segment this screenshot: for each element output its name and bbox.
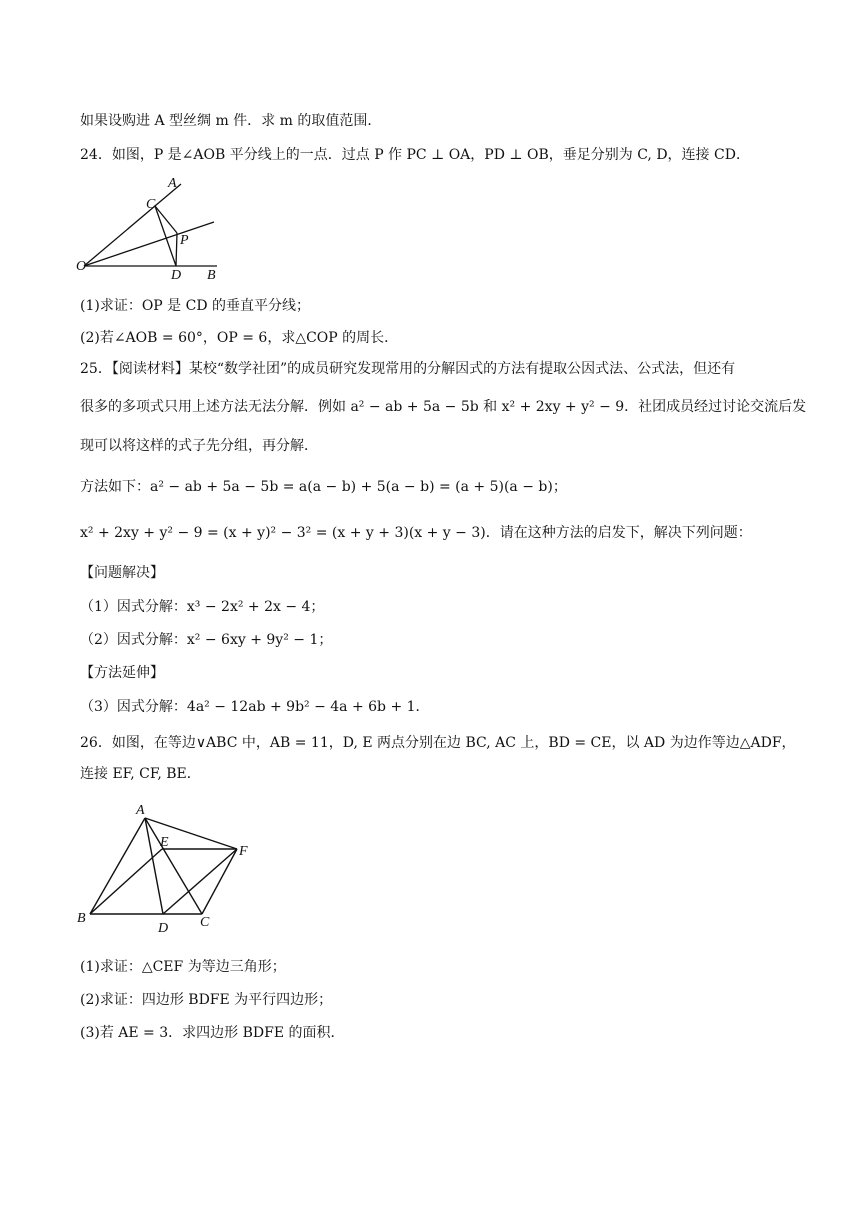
- question-26-part-3: (3)若 AE = 3．求四边形 BDFE 的面积．: [80, 1025, 345, 1041]
- question-25-sub-2: （2）因式分解：x² − 6xy + 9y² − 1；: [80, 632, 333, 648]
- label-P: P: [180, 233, 189, 248]
- label-A: A: [136, 803, 145, 818]
- label-C: C: [146, 197, 156, 212]
- question-25-line-3: 现可以将这样的式子先分组，再分解．: [80, 438, 318, 454]
- label-B: B: [207, 268, 216, 280]
- question-25-line-2: 很多的多项式只用上述方法无法分解．例如 a² − ab + 5a − 5b 和 x² + 2xy + y² − 9．社团成员经过讨论交流后发: [80, 399, 807, 415]
- label-O: O: [76, 259, 87, 274]
- question-24-part-1: (1)求证：OP 是 CD 的垂直平分线；: [80, 298, 311, 314]
- section-heading: 【方法延伸】: [80, 665, 164, 681]
- label-B: B: [77, 911, 86, 926]
- question-26-line-2: 连接 EF, CF, BE．: [80, 766, 201, 782]
- question-25-sub-3: （3）因式分解：4a² − 12ab + 9b² − 4a + 6b + 1．: [80, 699, 430, 715]
- question-25-method-2: x² + 2xy + y² − 9 = (x + y)² − 3² = (x + y + 3)(x + y − 3)．请在这种方法的启发下，解决下列问题：: [80, 525, 752, 541]
- label-E: E: [160, 835, 169, 850]
- question-24-part-2: (2)若∠AOB = 60°，OP = 6，求△COP 的周长．: [80, 330, 399, 346]
- label-D: D: [171, 268, 182, 280]
- text-line: 如果设购进 A 型丝绸 m 件．求 m 的取值范围．: [80, 113, 382, 129]
- label-C: C: [200, 915, 210, 930]
- figure-q24: [76, 172, 226, 280]
- question-25-method-1: 方法如下：a² − ab + 5a − 5b = a(a − b) + 5(a − b) = (a + 5)(a − b)；: [80, 479, 567, 495]
- section-heading: 【问题解决】: [80, 565, 164, 581]
- question-25-line-1: 25．【阅读材料】某校“数学社团”的成员研究发现常用的分解因式的方法有提取公因式法、公式法，但还有: [80, 361, 736, 377]
- question-26-part-1: (1)求证：△CEF 为等边三角形；: [80, 959, 286, 975]
- label-F: F: [239, 844, 248, 859]
- label-D: D: [158, 921, 169, 936]
- question-26-part-2: (2)求证：四边形 BDFE 为平行四边形；: [80, 992, 333, 1008]
- question-25-sub-1: （1）因式分解：x³ − 2x² + 2x − 4；: [80, 599, 325, 615]
- question-26-line-1: 26．如图，在等边∨ABC 中，AB = 11，D, E 两点分别在边 BC, AC 上，BD = CE，以 AD 为边作等边△ADF，: [80, 735, 796, 751]
- question-24-stem: 24．如图，P 是∠AOB 平分线上的一点．过点 P 作 PC ⊥ OA，PD ⊥ OB，垂足分别为 C, D，连接 CD．: [80, 147, 750, 163]
- figure-q26: [74, 798, 264, 938]
- label-A: A: [168, 176, 177, 191]
